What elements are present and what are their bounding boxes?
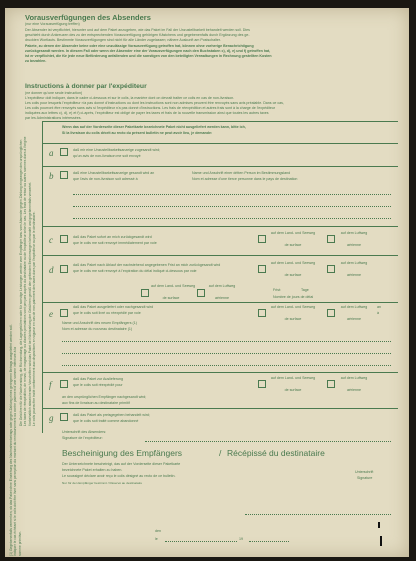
d2-surface-fr: de surface bbox=[162, 296, 180, 300]
footnote-line: Indiquer le cas échéant si le colis doit être livré sans perception du montant du remboursement ou contre paiement d'une somme inférieure à la bbox=[13, 347, 18, 556]
d2-air-de: auf dem Luftweg bbox=[208, 284, 236, 288]
ink-mark bbox=[378, 522, 380, 528]
footnote-line: (1) Gegebenenfalls vermerken, ob das Paket ohne Einziehung des Nachnahmebetrags oder gegen Zahlung eines geringeren Betrags ausgeliefert werden soll. bbox=[9, 324, 13, 556]
divider bbox=[42, 408, 398, 409]
option-b-de: daß eine Unzustellbarkeitsanzeige gesandt wird an bbox=[73, 171, 155, 175]
footnote-line: somme primitive. bbox=[17, 531, 22, 556]
f-surface-de: auf dem Land- und Seeweg bbox=[270, 376, 316, 380]
receipt-signature-line[interactable] bbox=[245, 514, 391, 515]
address-line[interactable] bbox=[73, 218, 391, 219]
side-note-line: Les taxes de réexpédition, de renvoi, de magasinage ou d'autres prestations sont perçues auprès du destinataire ou de l'expéditeur selon le cas. Les frais de retour ou autres sommes dues à l'origine bbox=[23, 136, 28, 426]
side-note-line: Die Gebühren für die Nachsendung, die Rücksendung, die Lagergebühren oder für sonstige Leistungen werden vom Empfänger bzw. vom Absender gegen Zahlung eingezogen des ursprünglichen bbox=[19, 139, 23, 426]
option-letter-b: b bbox=[49, 171, 54, 181]
option-d-fr: que le colis me soit renvoyé à l'expiration du délai indiqué ci-dessous par voie bbox=[73, 269, 197, 273]
instructions-de-line: Pakete, zu denen der Absender keine oder eine unzulässige Vorausverfügung getroffen hat, können ohne vorherige Benachrichtigung bbox=[25, 44, 254, 48]
c-surface-de: auf dem Land- und Seeweg bbox=[270, 231, 316, 235]
c-surface-fr: de surface bbox=[284, 243, 302, 247]
checkbox-option-g[interactable] bbox=[60, 413, 68, 421]
option-f-de: daß das Paket zur Auslieferung bbox=[73, 377, 123, 381]
d2-surface-de: auf dem Land- und Seeweg bbox=[151, 284, 196, 288]
section-title-fr: Instructions à donner par l'expéditeur bbox=[25, 83, 147, 90]
instructions-de-line: geschieht durch Ankreuzen des zu der entsprechenden Vorausverfügung gehörigen Kästchens und gegebenenfalls durch Ergänzung des ge- bbox=[25, 33, 250, 37]
receipt-signature-de: Unterschrift bbox=[355, 470, 374, 474]
signature-line[interactable] bbox=[145, 441, 391, 442]
d-air-de: auf dem Luftweg bbox=[340, 261, 368, 265]
side-note-line: Vorbehaltlich abweichender Vorschriften wird das Paket bei Nichtzahlung der Gebühren gemäß den geltenden Bestimmungen behandelt und gegebenenfalls verwertet. bbox=[27, 181, 32, 426]
instructions-de-line: zu bezahlen. bbox=[25, 59, 47, 63]
e-a-label: à bbox=[377, 311, 379, 315]
option-c-fr: que le colis me soit renvoyé immédiatement par voie bbox=[73, 241, 157, 245]
checkbox-option-b[interactable] bbox=[60, 171, 68, 179]
parcel-card-back bbox=[5, 8, 409, 557]
receipt-signature-fr: Signature bbox=[357, 476, 373, 480]
option-a-fr: qu'un avis de non-livraison me soit envoyé bbox=[73, 154, 141, 158]
option-letter-c: c bbox=[49, 235, 53, 245]
option-g-de: daß das Paket als preisgegeben behandelt wird; bbox=[73, 413, 150, 417]
checkbox-option-a[interactable] bbox=[60, 148, 68, 156]
address-line[interactable] bbox=[62, 341, 391, 342]
option-letter-e: e bbox=[49, 309, 53, 319]
option-b-third-party-fr: Nom et adresse d'une tierce personne dans le pays de destination bbox=[192, 177, 298, 181]
intro-de: Wenn das auf der Vorderseite dieser Paketkarte bezeichnete Paket nicht ausgeliefert werden kann, bitte ich, bbox=[62, 125, 246, 129]
instructions-de-line: ist er verpflichtet, die für jede neue Beförderung anfallenden und die sonstigen von den beteiligten Verwaltungen in Rechnung gestellten Kosten bbox=[25, 54, 272, 58]
receipt-year: 19 bbox=[239, 537, 243, 541]
ink-mark bbox=[380, 536, 382, 546]
checkbox-c-air[interactable] bbox=[327, 235, 335, 243]
divider bbox=[42, 226, 398, 227]
option-a-de: daß mir eine Unzustellbarkeitsanzeige zugesandt wird; bbox=[73, 148, 161, 152]
c-air-fr: aérienne bbox=[347, 243, 361, 247]
checkbox-f-air[interactable] bbox=[327, 380, 335, 388]
instructions-fr-line: Les colis pour lesquels l'expéditeur n'a pas donné d'instructions ou dont les instructions sont non admises peuvent être renvoyés sans avis préalable. Dans ce cas, bbox=[25, 101, 284, 105]
intro-fr: Si la livraison du colis décrit au recto du présent bulletin ne peut avoir lieu, je demande: bbox=[62, 131, 213, 135]
option-f-sub-de: an den ursprünglichen Empfänger nachgesandt wird; bbox=[62, 395, 147, 399]
f-surface-fr: de surface bbox=[284, 388, 302, 392]
option-letter-f: f bbox=[49, 380, 52, 390]
frist-label-fr: Nombre de jours de délai bbox=[273, 295, 314, 299]
checkbox-e-air[interactable] bbox=[327, 309, 335, 317]
instructions-fr-line: par les Administrations intéressées. bbox=[25, 116, 82, 120]
d2-air-fr: aérienne bbox=[215, 296, 229, 300]
frame-top-line bbox=[42, 121, 398, 122]
address-line[interactable] bbox=[73, 194, 391, 195]
divider bbox=[42, 143, 398, 144]
e-air-de: auf dem Luftweg bbox=[340, 305, 368, 309]
side-note-line: Le colis pourra être traité conformément aux dispositions en vigueur en cas de non-paiement des taxes dues par l'expéditeur ou par le destinataire. bbox=[32, 211, 37, 426]
option-e-fr: que le colis soit livré ou réexpédié par voie bbox=[73, 311, 141, 315]
checkbox-option-d[interactable] bbox=[60, 265, 68, 273]
receipt-line: bezeichnete Paket erhalten zu haben. bbox=[62, 468, 123, 472]
instructions-de-line: Der Absender ist verpflichtet, hierunter und auf dem Paket anzugeben, wie das Paket im Fall der Unzustellbarkeit behandelt werden soll. Dies bbox=[25, 28, 250, 32]
instructions-fr-line: indiquées aux lettres c), d), e) et f) ci-après, l'expéditeur est obligé de payer les taxes et frais de la nouvelle transmission ainsi que toutes les autres taxes bbox=[25, 111, 269, 115]
section-title-de: Vorausverfügungen des Absenders bbox=[25, 13, 151, 22]
instructions-fr-line: L'expéditeur doit indiquer, dans le cadre ci-dessous et sur le colis, la manière dont on devrait traiter ce colis en cas de non-livraison. bbox=[25, 96, 235, 100]
frame-left-line bbox=[42, 121, 43, 433]
option-letter-g: g bbox=[49, 413, 54, 423]
e-surface-fr: de surface bbox=[284, 317, 302, 321]
option-letter-a: a bbox=[49, 148, 54, 158]
option-b-third-party-de: Name und Anschrift einer dritten Person im Bestimmungsland bbox=[192, 171, 291, 175]
section-subtitle-fr: (ne donner qu'une seule instruction) bbox=[25, 91, 83, 95]
checkbox-option-e[interactable] bbox=[60, 309, 68, 317]
option-e-name-fr: Nom et adresse du nouveau destinataire (1) bbox=[62, 327, 133, 331]
checkbox-d-air[interactable] bbox=[327, 265, 335, 273]
d-surface-de: auf dem Land- und Seeweg bbox=[270, 261, 316, 265]
receipt-line: Nur für den Empfänger bestimmt / Réservé au destinataire bbox=[62, 481, 143, 485]
e-an-label: an bbox=[377, 305, 381, 309]
option-f-fr: que le colis soit réexpédié pour bbox=[73, 383, 123, 387]
address-line[interactable] bbox=[62, 365, 391, 366]
f-air-fr: aérienne bbox=[347, 388, 361, 392]
receipt-line: Der Unterzeichnete bescheinigt, das auf der Vorderseite dieser Paketkarte bbox=[62, 462, 181, 466]
divider bbox=[42, 302, 398, 303]
receipt-title-separator: / bbox=[219, 448, 222, 458]
frist-label: Frist: bbox=[273, 288, 281, 292]
checkbox-d2-surface[interactable] bbox=[141, 289, 149, 297]
checkbox-e-surface[interactable] bbox=[258, 309, 266, 317]
option-letter-d: d bbox=[49, 265, 54, 275]
instructions-fr-line: Les colis pourront être renvoyés sans avis si l'expéditeur n'a pas donné d'instructions. Les frais de réexpédition et autres frais sont à la charge de l'expéditeur bbox=[25, 106, 276, 110]
receipt-den: den bbox=[155, 529, 161, 533]
checkbox-option-c[interactable] bbox=[60, 235, 68, 243]
option-c-de: daß das Paket sofort an mich zurückgesandt wird bbox=[73, 235, 152, 239]
e-surface-de: auf dem Land- und Seeweg bbox=[270, 305, 316, 309]
signature-label-fr: Signature de l'expéditeur: bbox=[62, 436, 103, 440]
divider bbox=[42, 255, 398, 256]
checkbox-d2-air[interactable] bbox=[197, 289, 205, 297]
section-subtitle-de: (nur eine Vorausverfügung treffen) bbox=[25, 22, 80, 26]
instructions-de-line: druckten Wortlauts. Bestimmte Vorausverfügungen sind nicht für alle Länder zugelassen; nähere Auskunft am Postschalter. bbox=[25, 38, 221, 42]
signature-label-de: Unterschrift des Absenders: bbox=[62, 430, 107, 434]
divider bbox=[42, 372, 398, 373]
address-line[interactable] bbox=[73, 206, 391, 207]
d-air-fr: aérienne bbox=[347, 273, 361, 277]
checkbox-d-surface[interactable] bbox=[258, 265, 266, 273]
option-e-de: daß das Paket ausgeliefert oder nachgesandt wird bbox=[73, 305, 154, 309]
checkbox-option-f[interactable] bbox=[60, 380, 68, 388]
receipt-title-fr: Récépissé du destinataire bbox=[227, 448, 325, 458]
option-e-name-de: Name und Anschrift des neuen Empfängers (1) bbox=[62, 321, 137, 325]
divider bbox=[42, 166, 398, 167]
checkbox-c-surface[interactable] bbox=[258, 235, 266, 243]
c-air-de: auf dem Luftweg bbox=[340, 231, 368, 235]
option-f-sub-fr: aux fins de livraison au destinataire primitif bbox=[62, 401, 130, 405]
d-surface-fr: de surface bbox=[284, 273, 302, 277]
option-d-de: daß das Paket nach Ablauf der nachstehend angegebenen Frist an mich zurückgesandt wird bbox=[73, 263, 221, 267]
receipt-line: Le soussigné déclare avoir reçu le colis désigné au recto de ce bulletin. bbox=[62, 474, 176, 478]
e-air-fr: aérienne bbox=[347, 317, 361, 321]
receipt-le: le bbox=[155, 537, 158, 541]
checkbox-f-surface[interactable] bbox=[258, 380, 266, 388]
receipt-title-de: Bescheinigung des Empfängers bbox=[62, 448, 183, 458]
address-line[interactable] bbox=[62, 353, 391, 354]
receipt-year-line[interactable] bbox=[249, 541, 289, 542]
tage-label: Tage bbox=[301, 288, 309, 292]
option-g-fr: que le colis soit traité comme abandonné bbox=[73, 419, 139, 423]
receipt-date-line[interactable] bbox=[165, 541, 237, 542]
instructions-de-line: zurückgesandt werden. In diesem Fall oder wenn der Absender eine der Vorausverfügungen nach den Buchstaben c), d), e) und f) getroffen hat, bbox=[25, 49, 271, 53]
option-b-fr: que l'avis de non-livraison soit adressé à bbox=[73, 177, 138, 181]
f-air-de: auf dem Luftweg bbox=[340, 376, 368, 380]
footnote bbox=[9, 324, 22, 556]
